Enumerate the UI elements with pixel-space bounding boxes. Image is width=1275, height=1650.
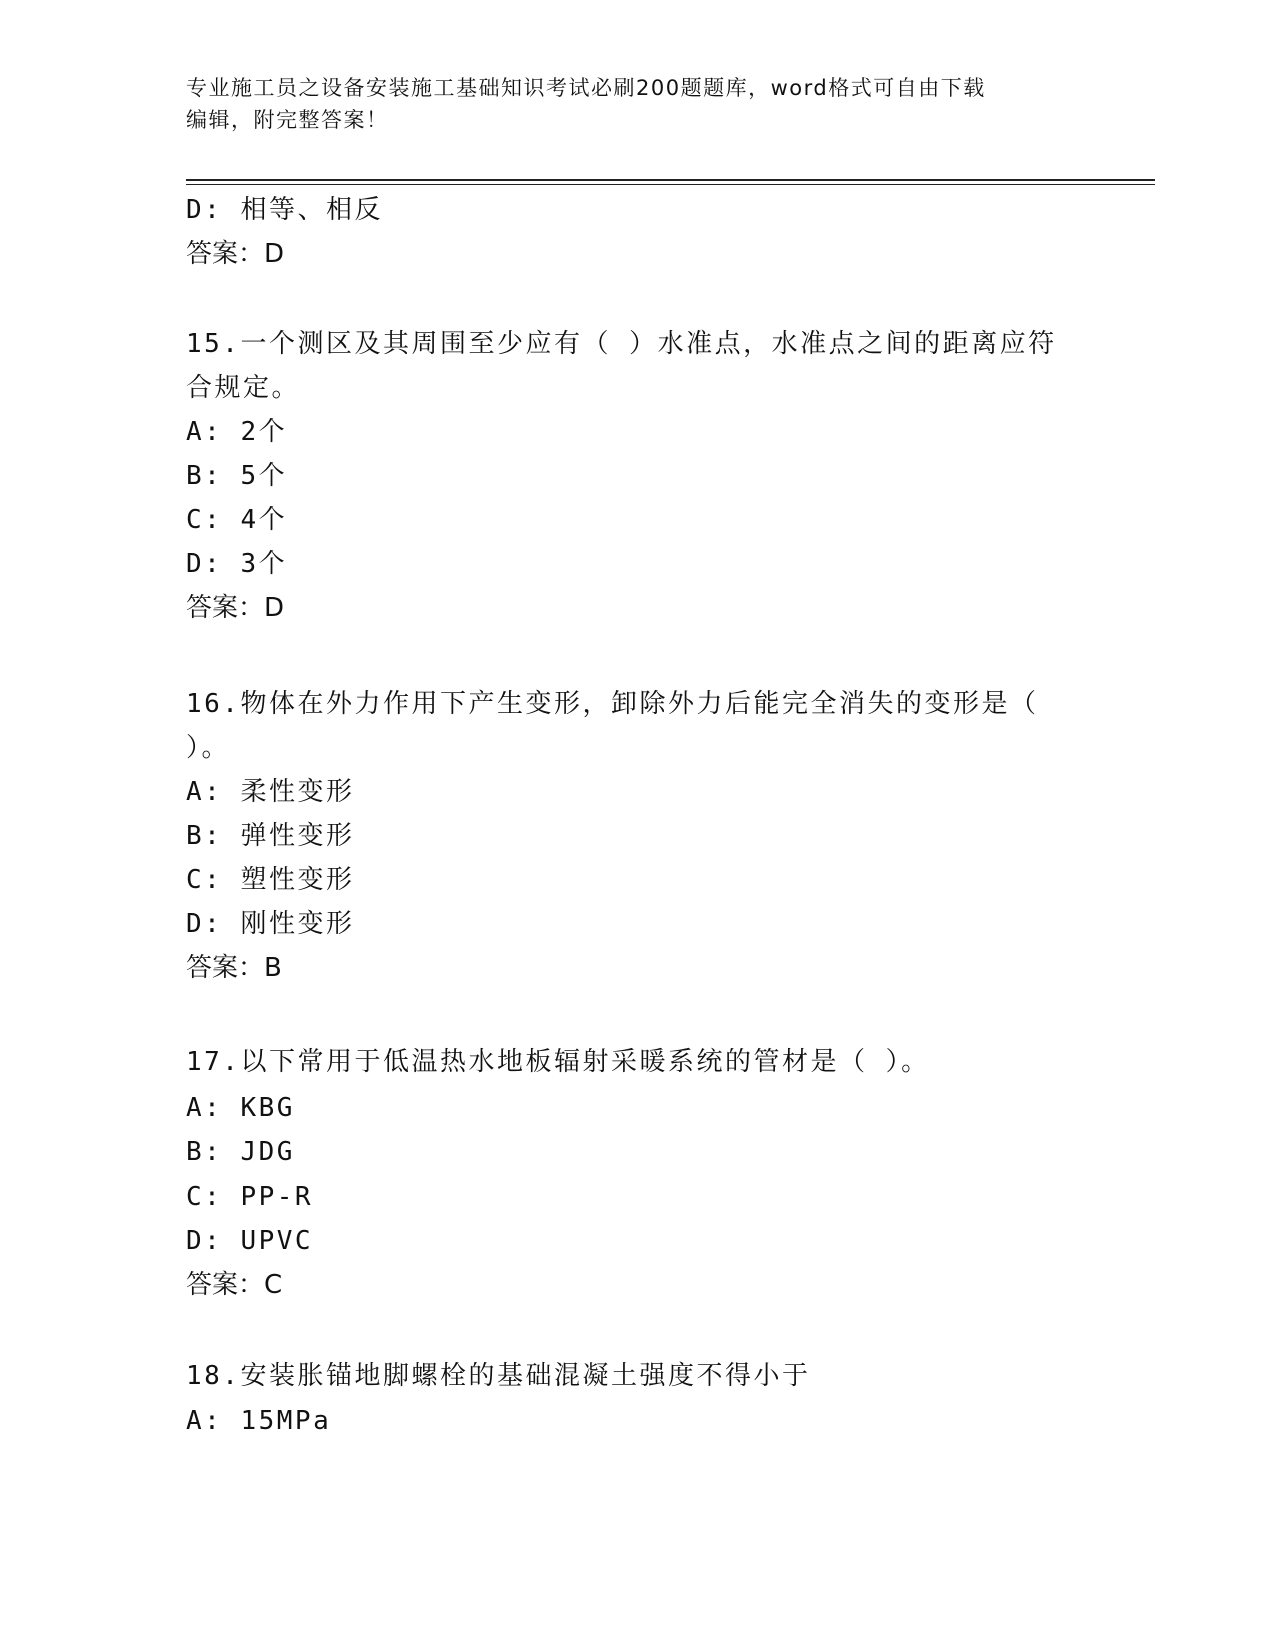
q15-option-b: B: 5个: [186, 461, 288, 491]
q17-option-c: C: PP-R: [186, 1182, 314, 1212]
header-line-2: 编辑，附完整答案！: [186, 108, 389, 132]
q18-question-line-1: 18.安装胀锚地脚螺栓的基础混凝土强度不得小于: [186, 1361, 811, 1391]
q17-option-d: D: UPVC: [186, 1226, 314, 1256]
q16-option-c: C: 塑性变形: [186, 865, 355, 895]
header-divider-thin: [186, 184, 1155, 185]
q18-option-a: A: 15MPa: [186, 1406, 332, 1436]
q15-option-a: A: 2个: [186, 417, 288, 447]
q15-question-line-2: 合规定。: [186, 373, 301, 403]
q15-answer: 答案：D: [186, 593, 285, 623]
q17-answer: 答案：C: [186, 1270, 283, 1300]
q16-option-b: B: 弹性变形: [186, 821, 355, 851]
header-line-1: 专业施工员之设备安装施工基础知识考试必刷200题题库，word格式可自由下载: [186, 76, 986, 100]
document-header: [186, 72, 1066, 136]
q17-option-a: A: KBG: [186, 1093, 295, 1123]
q14-option-d: D: 相等、相反: [186, 195, 383, 225]
q15-question-line-1: 15.一个测区及其周围至少应有（ ）水准点，水准点之间的距离应符: [186, 329, 1057, 359]
q16-option-a: A: 柔性变形: [186, 777, 355, 807]
q14-answer: 答案：D: [186, 239, 285, 269]
q16-answer: 答案：B: [186, 953, 282, 983]
q16-option-d: D: 刚性变形: [186, 909, 355, 939]
header-divider-thick: [186, 179, 1155, 181]
q16-question-line-1: 16.物体在外力作用下产生变形，卸除外力后能完全消失的变形是（: [186, 689, 1039, 719]
q17-question-line-1: 17.以下常用于低温热水地板辐射采暖系统的管材是（ ）。: [186, 1047, 930, 1077]
q16-question-line-2: ）。: [186, 733, 231, 763]
q17-option-b: B: JDG: [186, 1137, 295, 1167]
q15-option-c: C: 4个: [186, 505, 288, 535]
q15-option-d: D: 3个: [186, 549, 288, 579]
